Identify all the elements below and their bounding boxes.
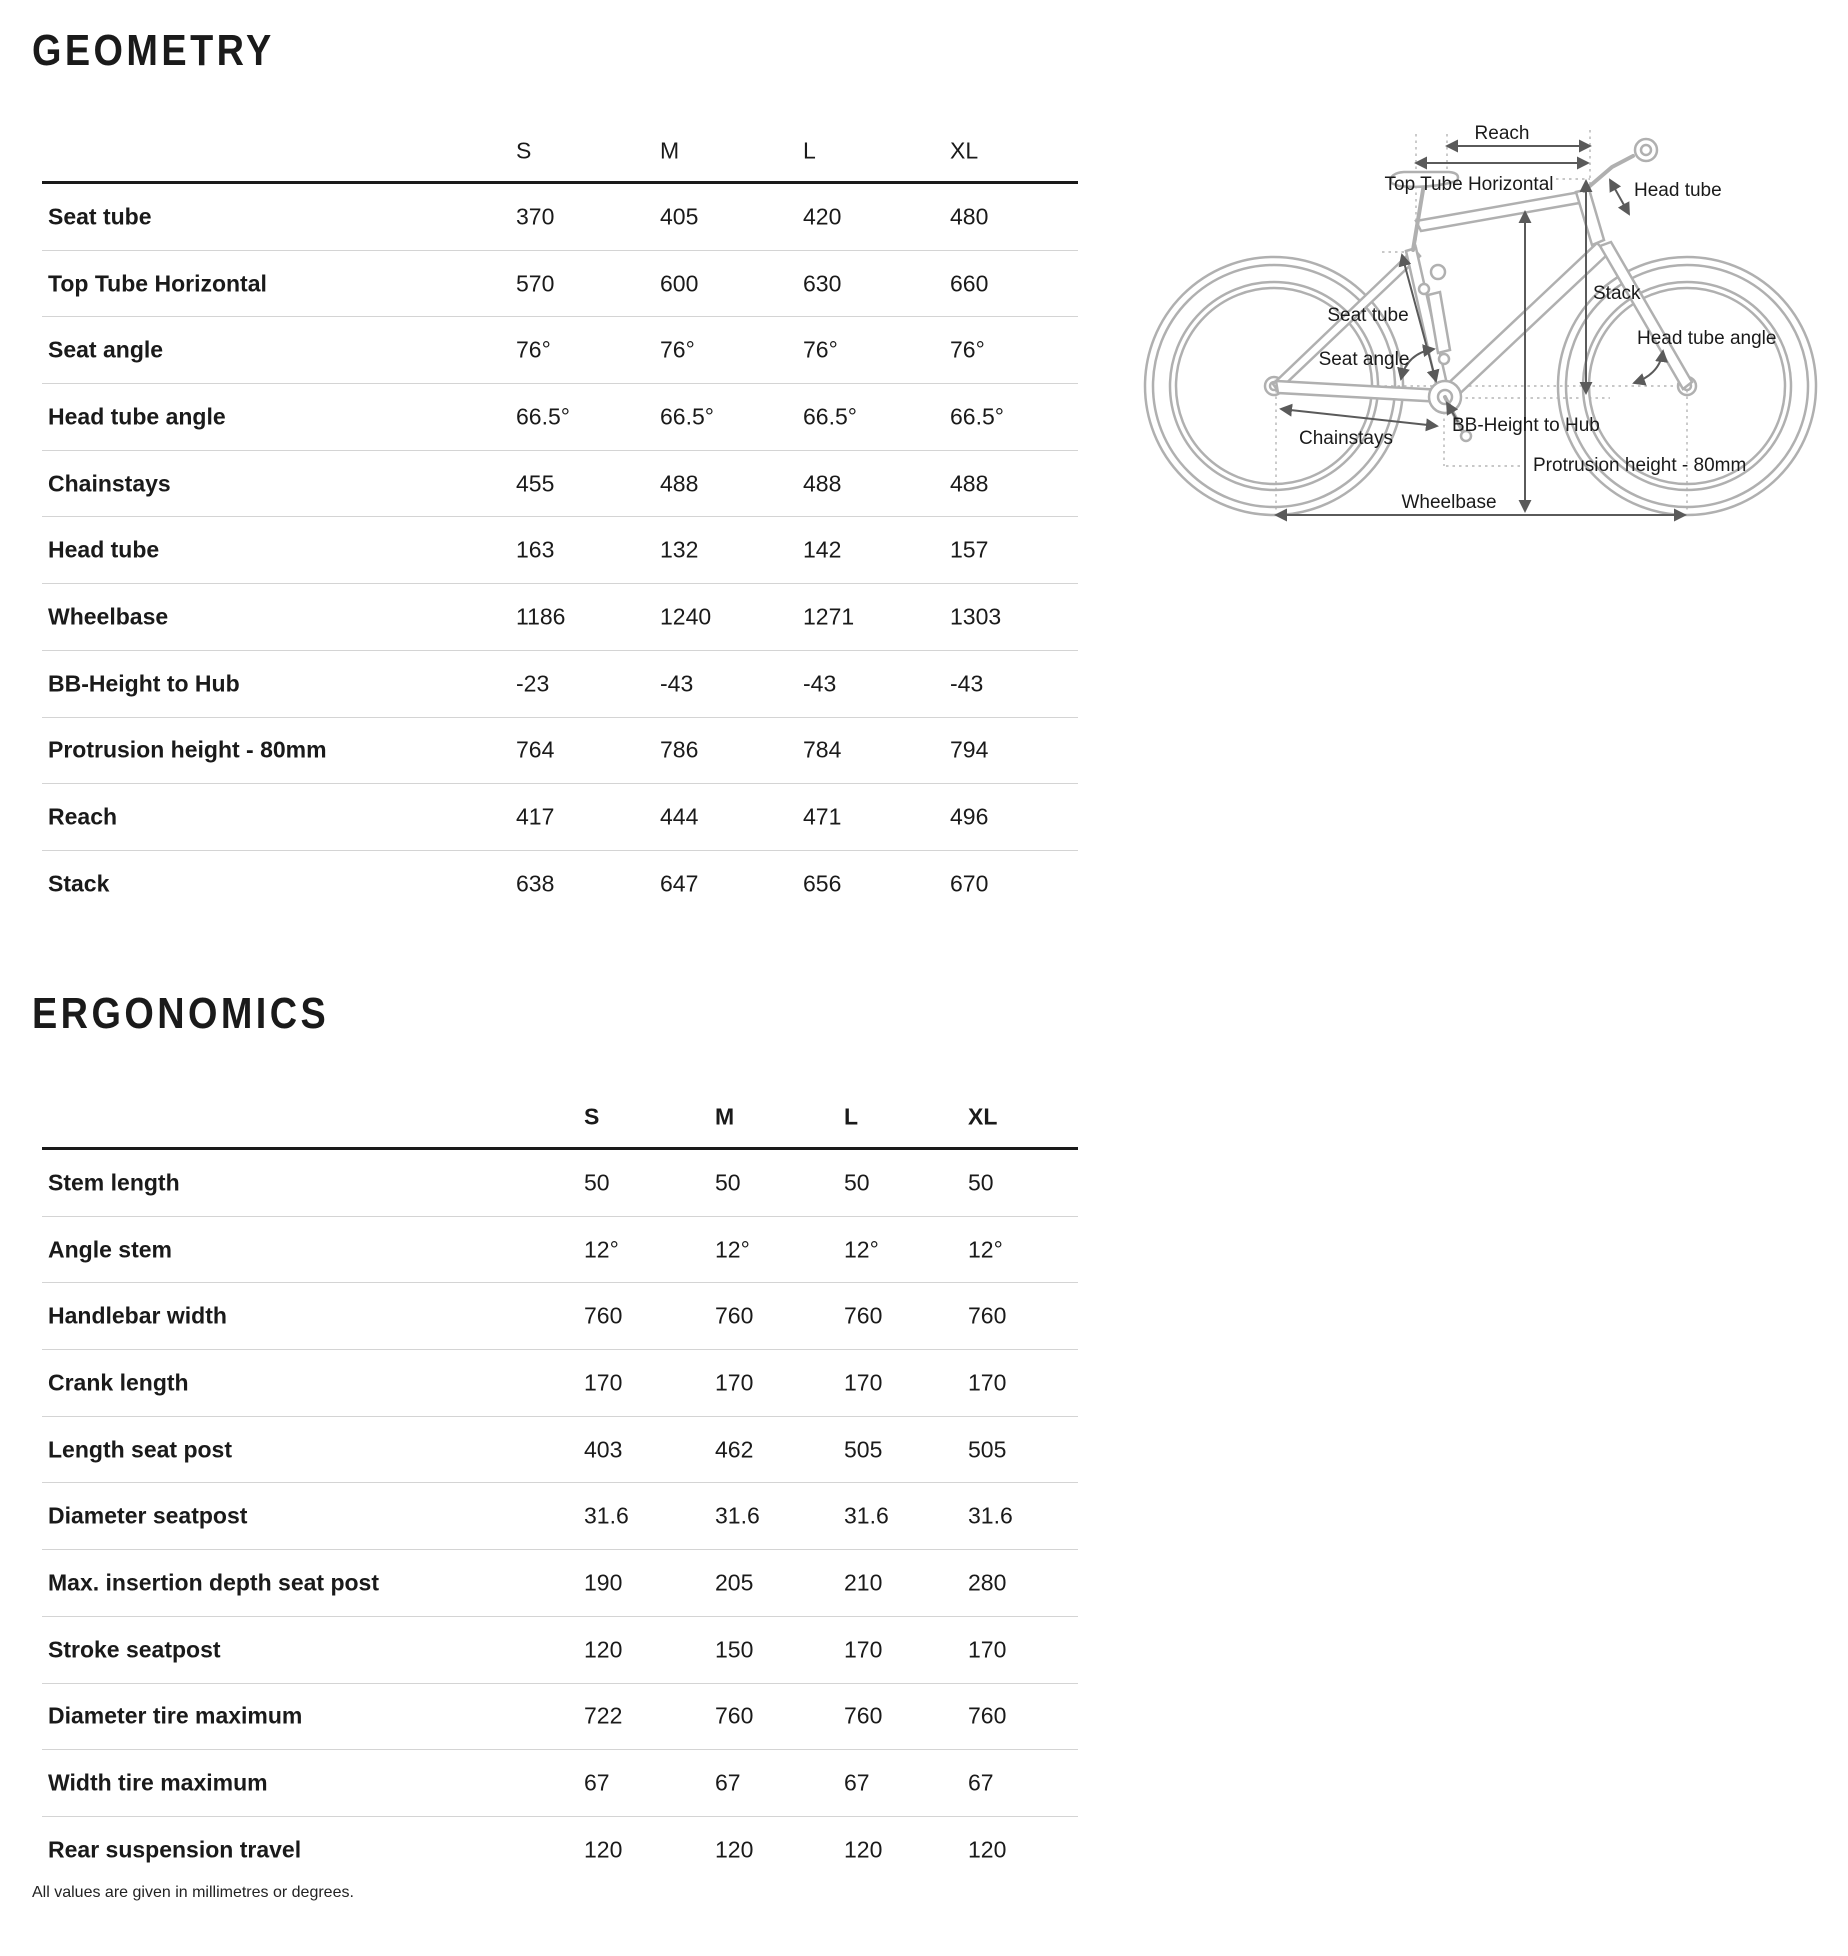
row-label: Seat tube bbox=[48, 203, 152, 230]
geometry-table bbox=[42, 120, 1078, 917]
cell-value: 163 bbox=[516, 536, 555, 563]
cell-value: 67 bbox=[584, 1769, 610, 1796]
table-row bbox=[42, 1283, 1078, 1350]
units-footnote: All values are given in millimetres or degrees. bbox=[32, 1884, 354, 1901]
cell-value: 455 bbox=[516, 470, 555, 497]
cell-value: 420 bbox=[803, 203, 842, 230]
cell-value: 660 bbox=[950, 270, 989, 297]
cell-value: 67 bbox=[968, 1769, 994, 1796]
table-row bbox=[42, 784, 1078, 851]
table-row bbox=[42, 1817, 1078, 1883]
cell-value: 760 bbox=[968, 1702, 1007, 1729]
cell-value: 12° bbox=[715, 1236, 750, 1263]
table-row bbox=[42, 651, 1078, 718]
column-header-m: M bbox=[660, 137, 680, 163]
cell-value: 120 bbox=[584, 1636, 623, 1663]
row-label: Rear suspension travel bbox=[48, 1836, 302, 1863]
geometry-table-body bbox=[42, 184, 1078, 917]
cell-value: 403 bbox=[584, 1436, 623, 1463]
cell-value: 170 bbox=[715, 1369, 754, 1396]
cell-value: 600 bbox=[660, 270, 699, 297]
cell-value: 31.6 bbox=[844, 1502, 889, 1529]
cell-value: -23 bbox=[516, 670, 550, 697]
table-row bbox=[42, 517, 1078, 584]
cell-value: 496 bbox=[950, 803, 989, 830]
cell-value: 488 bbox=[660, 470, 699, 497]
geometry-header-row bbox=[42, 120, 1078, 184]
cell-value: 170 bbox=[968, 1369, 1007, 1396]
cell-value: 66.5° bbox=[803, 403, 857, 430]
column-header-l: L bbox=[844, 1103, 859, 1129]
column-header-m: M bbox=[715, 1103, 735, 1129]
ergonomics-section-title: ERGONOMICS bbox=[32, 989, 330, 1038]
table-row bbox=[42, 718, 1078, 785]
cell-value: 760 bbox=[844, 1702, 883, 1729]
row-label: Stroke seatpost bbox=[48, 1636, 221, 1663]
table-row bbox=[42, 1617, 1078, 1684]
row-label: Top Tube Horizontal bbox=[48, 270, 267, 297]
cell-value: 76° bbox=[660, 336, 695, 363]
table-row bbox=[42, 1417, 1078, 1484]
cell-value: 570 bbox=[516, 270, 555, 297]
top-tube-horizontal-label: Top Tube Horizontal bbox=[1384, 174, 1554, 195]
bike-geometry-diagram bbox=[1128, 95, 1848, 545]
cell-value: 764 bbox=[516, 736, 555, 763]
seat-angle-label: Seat angle bbox=[1318, 349, 1410, 370]
cell-value: 760 bbox=[715, 1302, 754, 1329]
cell-value: 31.6 bbox=[968, 1502, 1013, 1529]
cell-value: 157 bbox=[950, 536, 989, 563]
cell-value: 505 bbox=[844, 1436, 883, 1463]
cell-value: 794 bbox=[950, 736, 989, 763]
cell-value: 760 bbox=[584, 1302, 623, 1329]
table-row bbox=[42, 1684, 1078, 1751]
cell-value: 638 bbox=[516, 870, 555, 897]
row-label: Wheelbase bbox=[48, 603, 169, 630]
row-label: Stem length bbox=[48, 1169, 180, 1196]
cell-value: 67 bbox=[715, 1769, 741, 1796]
cell-value: 132 bbox=[660, 536, 699, 563]
cell-value: 462 bbox=[715, 1436, 754, 1463]
cell-value: 150 bbox=[715, 1636, 754, 1663]
column-header-xl: XL bbox=[950, 137, 979, 163]
cell-value: 50 bbox=[584, 1169, 610, 1196]
cell-value: 12° bbox=[844, 1236, 879, 1263]
cell-value: 1186 bbox=[516, 603, 566, 630]
cell-value: 67 bbox=[844, 1769, 870, 1796]
protrusion-height-label: Protrusion height - 80mm bbox=[1533, 455, 1747, 476]
column-header-s: S bbox=[584, 1103, 600, 1129]
table-row bbox=[42, 384, 1078, 451]
row-label: Length seat post bbox=[48, 1436, 233, 1463]
cell-value: 488 bbox=[950, 470, 989, 497]
cell-value: 31.6 bbox=[584, 1502, 629, 1529]
row-label: BB-Height to Hub bbox=[48, 670, 240, 697]
cell-value: 670 bbox=[950, 870, 989, 897]
cell-value: 170 bbox=[844, 1636, 883, 1663]
table-row bbox=[42, 251, 1078, 318]
cell-value: 170 bbox=[968, 1636, 1007, 1663]
cell-value: 50 bbox=[715, 1169, 741, 1196]
table-row bbox=[42, 1750, 1078, 1817]
table-row bbox=[42, 851, 1078, 917]
cell-value: -43 bbox=[660, 670, 694, 697]
cell-value: 647 bbox=[660, 870, 699, 897]
table-row bbox=[42, 1550, 1078, 1617]
cell-value: 405 bbox=[660, 203, 699, 230]
cell-value: 656 bbox=[803, 870, 842, 897]
cell-value: 142 bbox=[803, 536, 842, 563]
cell-value: 786 bbox=[660, 736, 699, 763]
cell-value: 66.5° bbox=[950, 403, 1004, 430]
row-label: Crank length bbox=[48, 1369, 189, 1396]
column-header-xl: XL bbox=[968, 1103, 998, 1129]
cell-value: 76° bbox=[803, 336, 838, 363]
cell-value: 50 bbox=[844, 1169, 870, 1196]
row-label: Head tube angle bbox=[48, 403, 226, 430]
table-row bbox=[42, 1350, 1078, 1417]
cell-value: 488 bbox=[803, 470, 842, 497]
geometry-section-title: GEOMETRY bbox=[32, 26, 275, 75]
cell-value: 12° bbox=[584, 1236, 619, 1263]
cell-value: 1271 bbox=[803, 603, 855, 630]
cell-value: 784 bbox=[803, 736, 842, 763]
wheelbase-label: Wheelbase bbox=[1401, 492, 1497, 513]
cell-value: 76° bbox=[950, 336, 985, 363]
cell-value: 12° bbox=[968, 1236, 1003, 1263]
table-row bbox=[42, 184, 1078, 251]
head-tube-label: Head tube bbox=[1634, 180, 1722, 201]
cell-value: 1240 bbox=[660, 603, 712, 630]
row-label: Handlebar width bbox=[48, 1302, 227, 1329]
cell-value: -43 bbox=[950, 670, 984, 697]
seat-tube-label: Seat tube bbox=[1327, 305, 1409, 326]
cell-value: 210 bbox=[844, 1569, 883, 1596]
cell-value: 76° bbox=[516, 336, 551, 363]
row-label: Diameter seatpost bbox=[48, 1502, 248, 1529]
table-row bbox=[42, 1150, 1078, 1217]
reach-label: Reach bbox=[1474, 123, 1530, 144]
cell-value: 170 bbox=[584, 1369, 623, 1396]
stack-label: Stack bbox=[1593, 283, 1641, 304]
cell-value: 120 bbox=[584, 1836, 623, 1863]
ergonomics-table-body bbox=[42, 1150, 1078, 1883]
cell-value: 760 bbox=[715, 1702, 754, 1729]
row-label: Seat angle bbox=[48, 336, 164, 363]
cell-value: 480 bbox=[950, 203, 989, 230]
cell-value: 505 bbox=[968, 1436, 1007, 1463]
cell-value: 1303 bbox=[950, 603, 1002, 630]
ergonomics-table bbox=[42, 1086, 1078, 1883]
table-row bbox=[42, 1483, 1078, 1550]
cell-value: 280 bbox=[968, 1569, 1007, 1596]
column-header-s: S bbox=[516, 137, 532, 163]
cell-value: 370 bbox=[516, 203, 555, 230]
column-header-l: L bbox=[803, 137, 816, 163]
cell-value: 120 bbox=[715, 1836, 754, 1863]
table-row bbox=[42, 584, 1078, 651]
table-row bbox=[42, 317, 1078, 384]
cell-value: 66.5° bbox=[516, 403, 570, 430]
cell-value: 205 bbox=[715, 1569, 754, 1596]
ergonomics-header-row bbox=[42, 1086, 1078, 1150]
row-label: Stack bbox=[48, 870, 110, 897]
cell-value: -43 bbox=[803, 670, 837, 697]
cell-value: 170 bbox=[844, 1369, 883, 1396]
row-label: Angle stem bbox=[48, 1236, 172, 1263]
row-label: Protrusion height - 80mm bbox=[48, 736, 327, 763]
cell-value: 471 bbox=[803, 803, 842, 830]
cell-value: 444 bbox=[660, 803, 699, 830]
cell-value: 760 bbox=[844, 1302, 883, 1329]
cell-value: 190 bbox=[584, 1569, 623, 1596]
row-label: Reach bbox=[48, 803, 118, 830]
cell-value: 120 bbox=[968, 1836, 1007, 1863]
table-row bbox=[42, 1217, 1078, 1284]
head-tube-angle-label: Head tube angle bbox=[1637, 328, 1777, 349]
table-row bbox=[42, 451, 1078, 518]
cell-value: 722 bbox=[584, 1702, 623, 1729]
chainstays-label: Chainstays bbox=[1299, 428, 1393, 449]
cell-value: 760 bbox=[968, 1302, 1007, 1329]
bb-height-to-hub-label: BB-Height to Hub bbox=[1452, 415, 1600, 436]
row-label: Max. insertion depth seat post bbox=[48, 1569, 379, 1596]
row-label: Chainstays bbox=[48, 470, 171, 497]
row-label: Head tube bbox=[48, 536, 160, 563]
row-label: Width tire maximum bbox=[48, 1769, 268, 1796]
row-label: Diameter tire maximum bbox=[48, 1702, 303, 1729]
cell-value: 417 bbox=[516, 803, 555, 830]
cell-value: 120 bbox=[844, 1836, 883, 1863]
cell-value: 50 bbox=[968, 1169, 994, 1196]
cell-value: 66.5° bbox=[660, 403, 714, 430]
cell-value: 630 bbox=[803, 270, 842, 297]
cell-value: 31.6 bbox=[715, 1502, 760, 1529]
